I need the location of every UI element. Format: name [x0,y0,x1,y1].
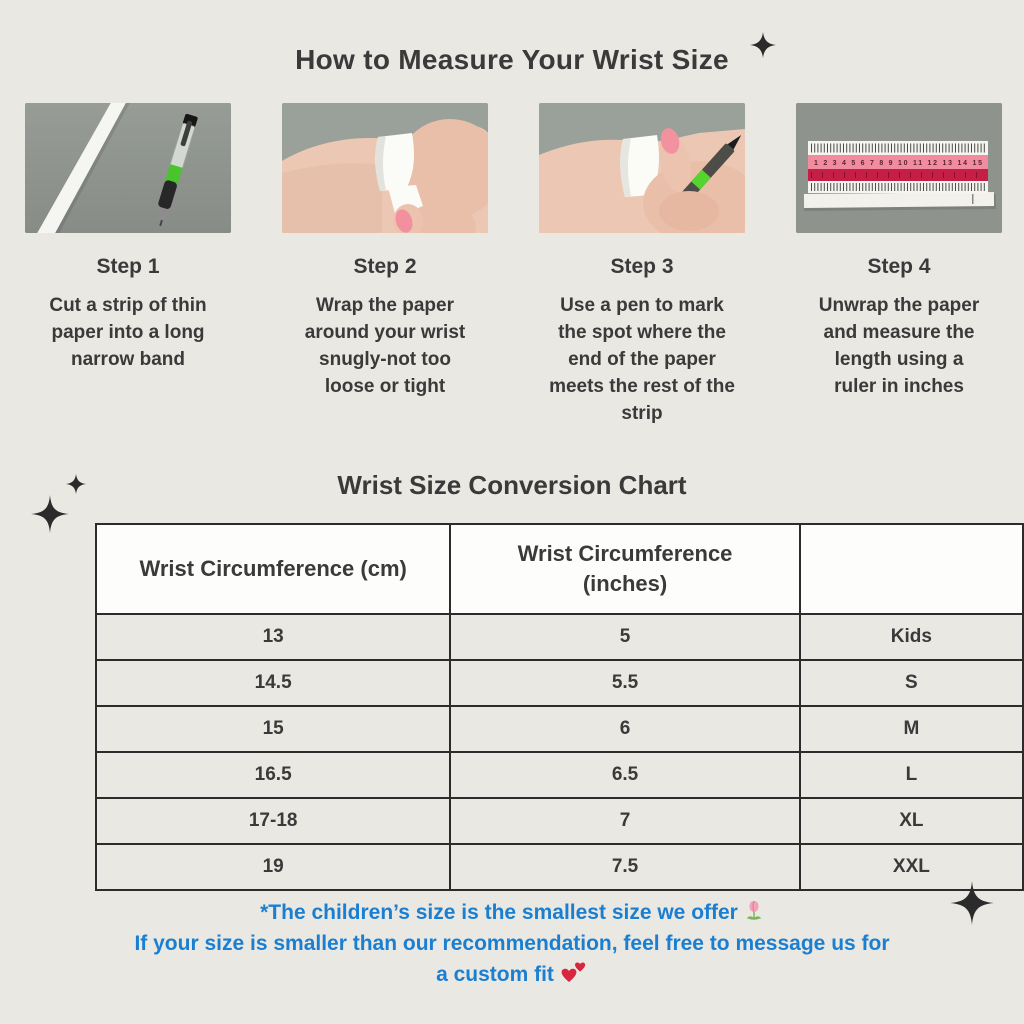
steps-section [0,103,1024,427]
cell-cm: 14.5 [96,660,450,706]
footer-line-2: If your size is smaller than our recommendation, feel free to message us for [134,932,890,955]
two-hearts-emoji-icon [560,961,588,985]
cell-size: XXL [800,844,1023,890]
cell-inches: 7.5 [450,844,799,890]
step-1 [8,103,248,427]
step-2 [265,103,505,427]
cell-cm: 15 [96,706,450,752]
step-2-description: Wrap the paper around your wrist snugly-not too loose or tight [304,295,466,397]
header-cell-size [800,524,1023,614]
step-4-label: Step 4 [867,255,931,278]
step-4-description: Unwrap the paper and measure the length using a ruler in inches [818,295,980,397]
step-3 [522,103,762,427]
table-row [96,660,1023,706]
table-row [96,614,1023,660]
cell-cm: 17-18 [96,798,450,844]
page-title: How to Measure Your Wrist Size [295,44,729,75]
footer-line-1: *The children’s size is the smallest size we offer [0,897,1024,928]
cell-inches: 5.5 [450,660,799,706]
cell-cm: 19 [96,844,450,890]
step-1-label: Step 1 [96,255,160,278]
cell-inches: 6 [450,706,799,752]
cell-size: Kids [800,614,1023,660]
wrist-size-conversion-table [95,523,1024,891]
paper-wrapped-around-wrist-photo [282,103,488,233]
cell-size: XL [800,798,1023,844]
paper-strip-and-pen-photo [25,103,231,233]
tulip-emoji-icon [744,899,764,923]
step-2-label: Step 2 [353,255,417,278]
cell-inches: 6.5 [450,752,799,798]
step-3-description: Use a pen to mark the spot where the end of the paper meets the rest of the strip [549,295,735,424]
cell-size: L [800,752,1023,798]
cell-size: S [800,660,1023,706]
pink-ruler [808,141,988,193]
cell-inches: 5 [450,614,799,660]
table-row [96,706,1023,752]
step-3-label: Step 3 [610,255,674,278]
table-row [96,752,1023,798]
footer-line-3: a custom fit [0,959,1024,990]
step-1-description: Cut a strip of thin paper into a long narrow band [49,295,207,370]
cell-cm: 13 [96,614,450,660]
cell-inches: 7 [450,798,799,844]
step-4 [779,103,1019,427]
cell-cm: 16.5 [96,752,450,798]
table-row [96,798,1023,844]
svg-text:1 2 3 4 5 6 7 8 9 10: 1 2 3 4 5 6 7 8 9 10 11 12 13 14 15 [814,160,982,167]
chart-title: Wrist Size Conversion Chart [337,470,687,500]
table-header-row [96,524,1023,614]
header-cell-inches: Wrist Circumference (inches) [450,524,799,614]
cell-size: M [800,706,1023,752]
footer-note [0,897,1024,990]
wrist-size-table-wrap [95,523,1024,891]
pen-marking-paper-on-wrist-photo [539,103,745,233]
table-row [96,844,1023,890]
header-cell-cm: Wrist Circumference (cm) [96,524,450,614]
ruler-measuring-paper-strip-photo [796,103,1002,233]
